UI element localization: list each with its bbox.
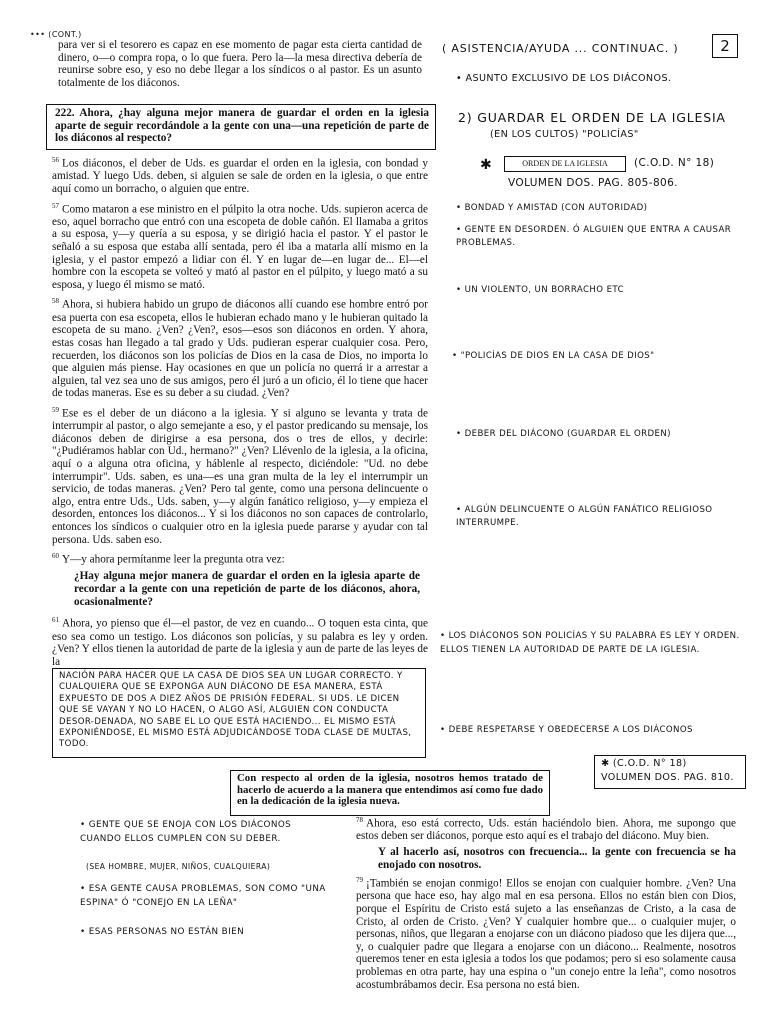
reference-2-cod: (C.O.D. N° 18): [612, 758, 687, 769]
paragraph-78: [356, 814, 736, 843]
note-violento: • UN VIOLENTO, UN BORRACHO ETC: [456, 285, 624, 295]
note-guardar-orden: 2) GUARDAR EL ORDEN DE LA IGLESIA: [458, 110, 726, 125]
reference-box: [504, 156, 626, 172]
paragraph-number: 57: [52, 201, 59, 210]
paragraph-57: [52, 200, 428, 292]
paragraph-number: 59: [52, 405, 59, 414]
note-en-los-cultos: (EN LOS CULTOS) "POLICÍAS": [490, 129, 639, 140]
note-gente-enoja: • GENTE QUE SE ENOJA CON LOS DIÁCONOS CUANDO ELLOS CUMPLEN CON SU DEBER.: [80, 820, 292, 844]
bold-question: Y al hacerlo así, nosotros con frecuencia... la gente con frecuencia se ha enojado con nosotros.: [378, 845, 736, 871]
paragraph-56: [52, 154, 428, 196]
handwritten-continuation-box: [52, 668, 426, 758]
reference-2-volume: VOLUMEN DOS. PAG. 810.: [601, 772, 734, 783]
paragraph-58: [52, 295, 428, 399]
paragraph-number: 61: [52, 616, 59, 625]
paragraph-number: 60: [52, 552, 59, 561]
note-no-estan-bien: • ESAS PERSONAS NO ESTÁN BIEN: [80, 927, 245, 937]
question-222-box: [46, 104, 436, 150]
bottom-right-paragraphs: [356, 814, 736, 991]
question-text: Ahora, ¿hay alguna mejor manera de guardar el orden en la iglesia aparte de seguir recordándole a la gente con una—una repetición de parte de los diáconos al respecto?: [55, 107, 429, 145]
paragraph-text: ¡También se enojan conmigo! Ellos se enojan con cualquier hombre. ¿Ven? Una persona que hace eso, hay algo mal en esa persona. Ellos no están bien con Dios, porque el Espíritu de Cristo está sujeto a las enseñanzas de Cristo, a la casa de Cristo, al orden de Cristo. ¿Ven? Y cualquier hombre que... o cualquier mujer, o personas, niños, que llegaran a enojarse con un diácono piadoso que les dijera que..., y, o cualquier padre que llegara a enojarse con un diácono... Realmente, nosotros queremos tener en esta iglesia a todos los que podamos; pero si eso solamente causa problemas en otra parte, hay una espina o "un conejo entre la leña", como nosotros acostumbrábamos decir. Esa persona no está bien.: [356, 877, 736, 991]
note-gente-desorden: • GENTE EN DESORDEN. Ó ALGUIEN QUE ENTRA A CAUSAR PROBLEMAS.: [456, 225, 732, 248]
reference-volume: VOLUMEN DOS. PAG. 805-806.: [508, 177, 678, 189]
paragraph-60: [52, 550, 428, 566]
right-title: ( ASISTENCIA/AYUDA ... CONTINUAC. ): [442, 42, 679, 55]
paragraph-59: [52, 404, 428, 546]
note-sea-hombre: (SEA HOMBRE, MUJER, NIÑOS, CUALQUIERA): [86, 862, 271, 871]
paragraph-text: Ahora, yo pienso que él—el pastor, de vez en cuando... O toquen esta cinta, que eso sea como un testigo. Los diáconos son policías, y su palabra es ley y orden. ¿Ven? Y ellos tienen la autoridad de parte de la iglesia y aun de parte de las leyes de la: [52, 618, 428, 668]
paragraph-79: [356, 874, 736, 991]
paragraph-text: Ahora, eso está correcto, Uds. están haciéndolo bien. Ahora, me supongo que estos deben ser diáconos, porque esto aquí es el trabajo del diácono. Muy bien.: [356, 817, 736, 843]
paragraph-61: [52, 614, 428, 668]
star-icon: ✱: [480, 157, 493, 173]
bold-box: [230, 770, 550, 816]
top-paragraph: para ver si el tesorero es capaz en ese momento de pagar esta cierta cantidad de dinero, o—o compra ropa, o lo que fuera. Pero la—la mesa directiva debería de reunirse sobre eso, y eso no debe llegar a los síndicos o al pastor. Es un asunto totalmente de los diáconos.: [58, 39, 422, 89]
right-note-asunto: • ASUNTO EXCLUSIVO DE LOS DIÁCONOS.: [456, 73, 672, 84]
paragraph-text: Los diáconos, el deber de Uds. es guardar el orden en la iglesia, con bondad y amistad. Y luego Uds. deben, si alguien se sale de orden en la iglesia, o que entre aquí como un borracho, o alguien que entre.: [52, 157, 428, 195]
bold-box-text: Con respecto al orden de la iglesia, nosotros hemos tratado de hacerlo de acuerdo a la manera que entendimos así como fue dado en la dedicación de la iglesia nueva.: [237, 772, 543, 808]
reference-cod: (C.O.D. N° 18): [634, 157, 715, 169]
reference-2: [595, 756, 745, 786]
paragraph-number: 58: [52, 297, 59, 306]
paragraph-number: 79: [356, 876, 363, 885]
body-paragraphs: [52, 154, 428, 668]
question-repeat: ¿Hay alguna mejor manera de guardar el orden en la iglesia aparte de recordar a la gente con una repetición de parte de los diáconos, ahora, ocasionalmente?: [74, 570, 420, 608]
handwritten-continuation: NACIÓN PARA HACER QUE LA CASA DE DIOS SEA UN LUGAR CORRECTO. Y CUALQUIERA QUE SE EXPONGA AUN DIÁCONO DE ESA MANERA, ESTÁ EXPUESTO DE DOS A DIEZ AÑOS DE PRISIÓN FEDERAL. SI UDS. LE DICEN QUE SE VAYAN Y NO LO HACEN, O ALGO ASÍ, ALGUIEN CON CONDUCTA DESOR-DENADA, NO SABE EL LO QUE ESTÁ HACIENDO... EL MISMO ESTÁ EXPONIÉNDOSE, EL MISMO ESTÁ ADJUDICÁNDOSE TODA CLASE DE MULTAS, TODO.: [59, 671, 412, 750]
cont-note: ••• (CONT.): [30, 30, 82, 39]
note-deber-diacono: • DEBER DEL DIÁCONO (GUARDAR EL ORDEN): [456, 429, 671, 439]
star-icon: ✱: [601, 758, 613, 769]
note-delincuente: • ALGÚN DELINCUENTE O ALGÚN FANÁTICO RELIGIOSO INTERRUMPE.: [456, 505, 713, 528]
paragraph-number: 78: [356, 816, 363, 824]
paragraph-text: Ahora, si hubiera habido un grupo de diáconos allí cuando ese hombre entró por esa puerta con esa escopeta, ellos le hubieran echado mano y le hubieran quitado la escopeta de su mano. ¿Ven? ¿Ven?, esos—esos son diáconos en orden. Y ahora, estas cosas han llegado a tal grado y Uds. pudieran esperar cualquier cosa. Pero, recuerden, los diáconos son los policías de Dios en la casa de Dios, no importa lo que alguien más piense. Hay ocasiones en que un policía no querrá ir a arrestar a alguien, tal vez sea uno de sus amigos, pero él juró a un oficio, él lo tiene que hacer de todas maneras. Ese es su deber a su ciudad. ¿Ven?: [52, 299, 428, 400]
note-bondad: • BONDAD Y AMISTAD (CON AUTORIDAD): [456, 203, 648, 213]
paragraph-text: Y—y ahora permítanme leer la pregunta otra vez:: [62, 553, 285, 566]
paragraph-number: 56: [52, 156, 59, 164]
reference-box-2: [594, 755, 746, 789]
paragraph-text: Como mataron a ese ministro en el púlpito la otra noche. Uds. supieron acerca de eso, aquel borracho que entró con una escopeta de doble cañón. El llamaba a gritos a su esposa, y—y quería a su esposa, y se dirigió hacia el pastor. Y el pastor le señaló a su esposa que estaba allí sentada, pero él iba a matarla allí mismo en la iglesia, y el pastor empezó a lidiar con él. Y en lugar de—en lugar de... El—el hombre con la escopeta se volteó y mató al pastor en el púlpito, y luego mató a su esposa, y luego él mismo se mató.: [52, 203, 428, 291]
paragraph-text: Ese es el deber de un diácono a la iglesia. Y si alguno se levanta y trata de interrumpir al pastor, o algo semejante a eso, y el pastor predicando su mensaje, los diáconos deben de dirigirse a esa persona, dos o tres de ellos, y decirle: "¿Pudiéramos hablar con Ud., hermano?" ¿Ven? Llévenlo de la iglesia, a la oficina, aquí o a alguna otra oficina, y háblenle al respecto, diciéndole: "Ud. no debe interrumpir". Uds. saben, es una—es una gran multa de la ley el interrumpir un servicio, de todas maneras. ¿Ven? Pero tal gente, como una persona delincuente o algo, entra entre Uds., Uds. saben, y—y algún fanático religioso, y—y empieza el desorden, entonces los diáconos... Y si los diáconos no son capaces de controlarlo, entonces los síndicos o cualquier otro en la iglesia puede pararse y ayudar con tal persona. Uds. saben eso.: [52, 407, 428, 546]
reference-box-label: ORDEN DE LA IGLESIA: [522, 159, 608, 168]
page-number: 2: [712, 34, 738, 58]
note-espina: • ESA GENTE CAUSA PROBLEMAS, SON COMO "UNA ESPINA" Ó "CONEJO EN LA LEÑA": [80, 884, 326, 908]
note-policias-de-dios: • "POLICÍAS DE DIOS EN LA CASA DE DIOS": [452, 351, 655, 361]
note-respetarse: • DEBE RESPETARSE Y OBEDECERSE A LOS DIÁCONOS: [440, 725, 693, 735]
note-diaconos-policias: • LOS DIÁCONOS SON POLICÍAS Y SU PALABRA ES LEY Y ORDEN. ELLOS TIENEN LA AUTORIDAD DE PARTE DE LA IGLESIA.: [440, 631, 740, 655]
question-number: 222.: [55, 107, 75, 119]
